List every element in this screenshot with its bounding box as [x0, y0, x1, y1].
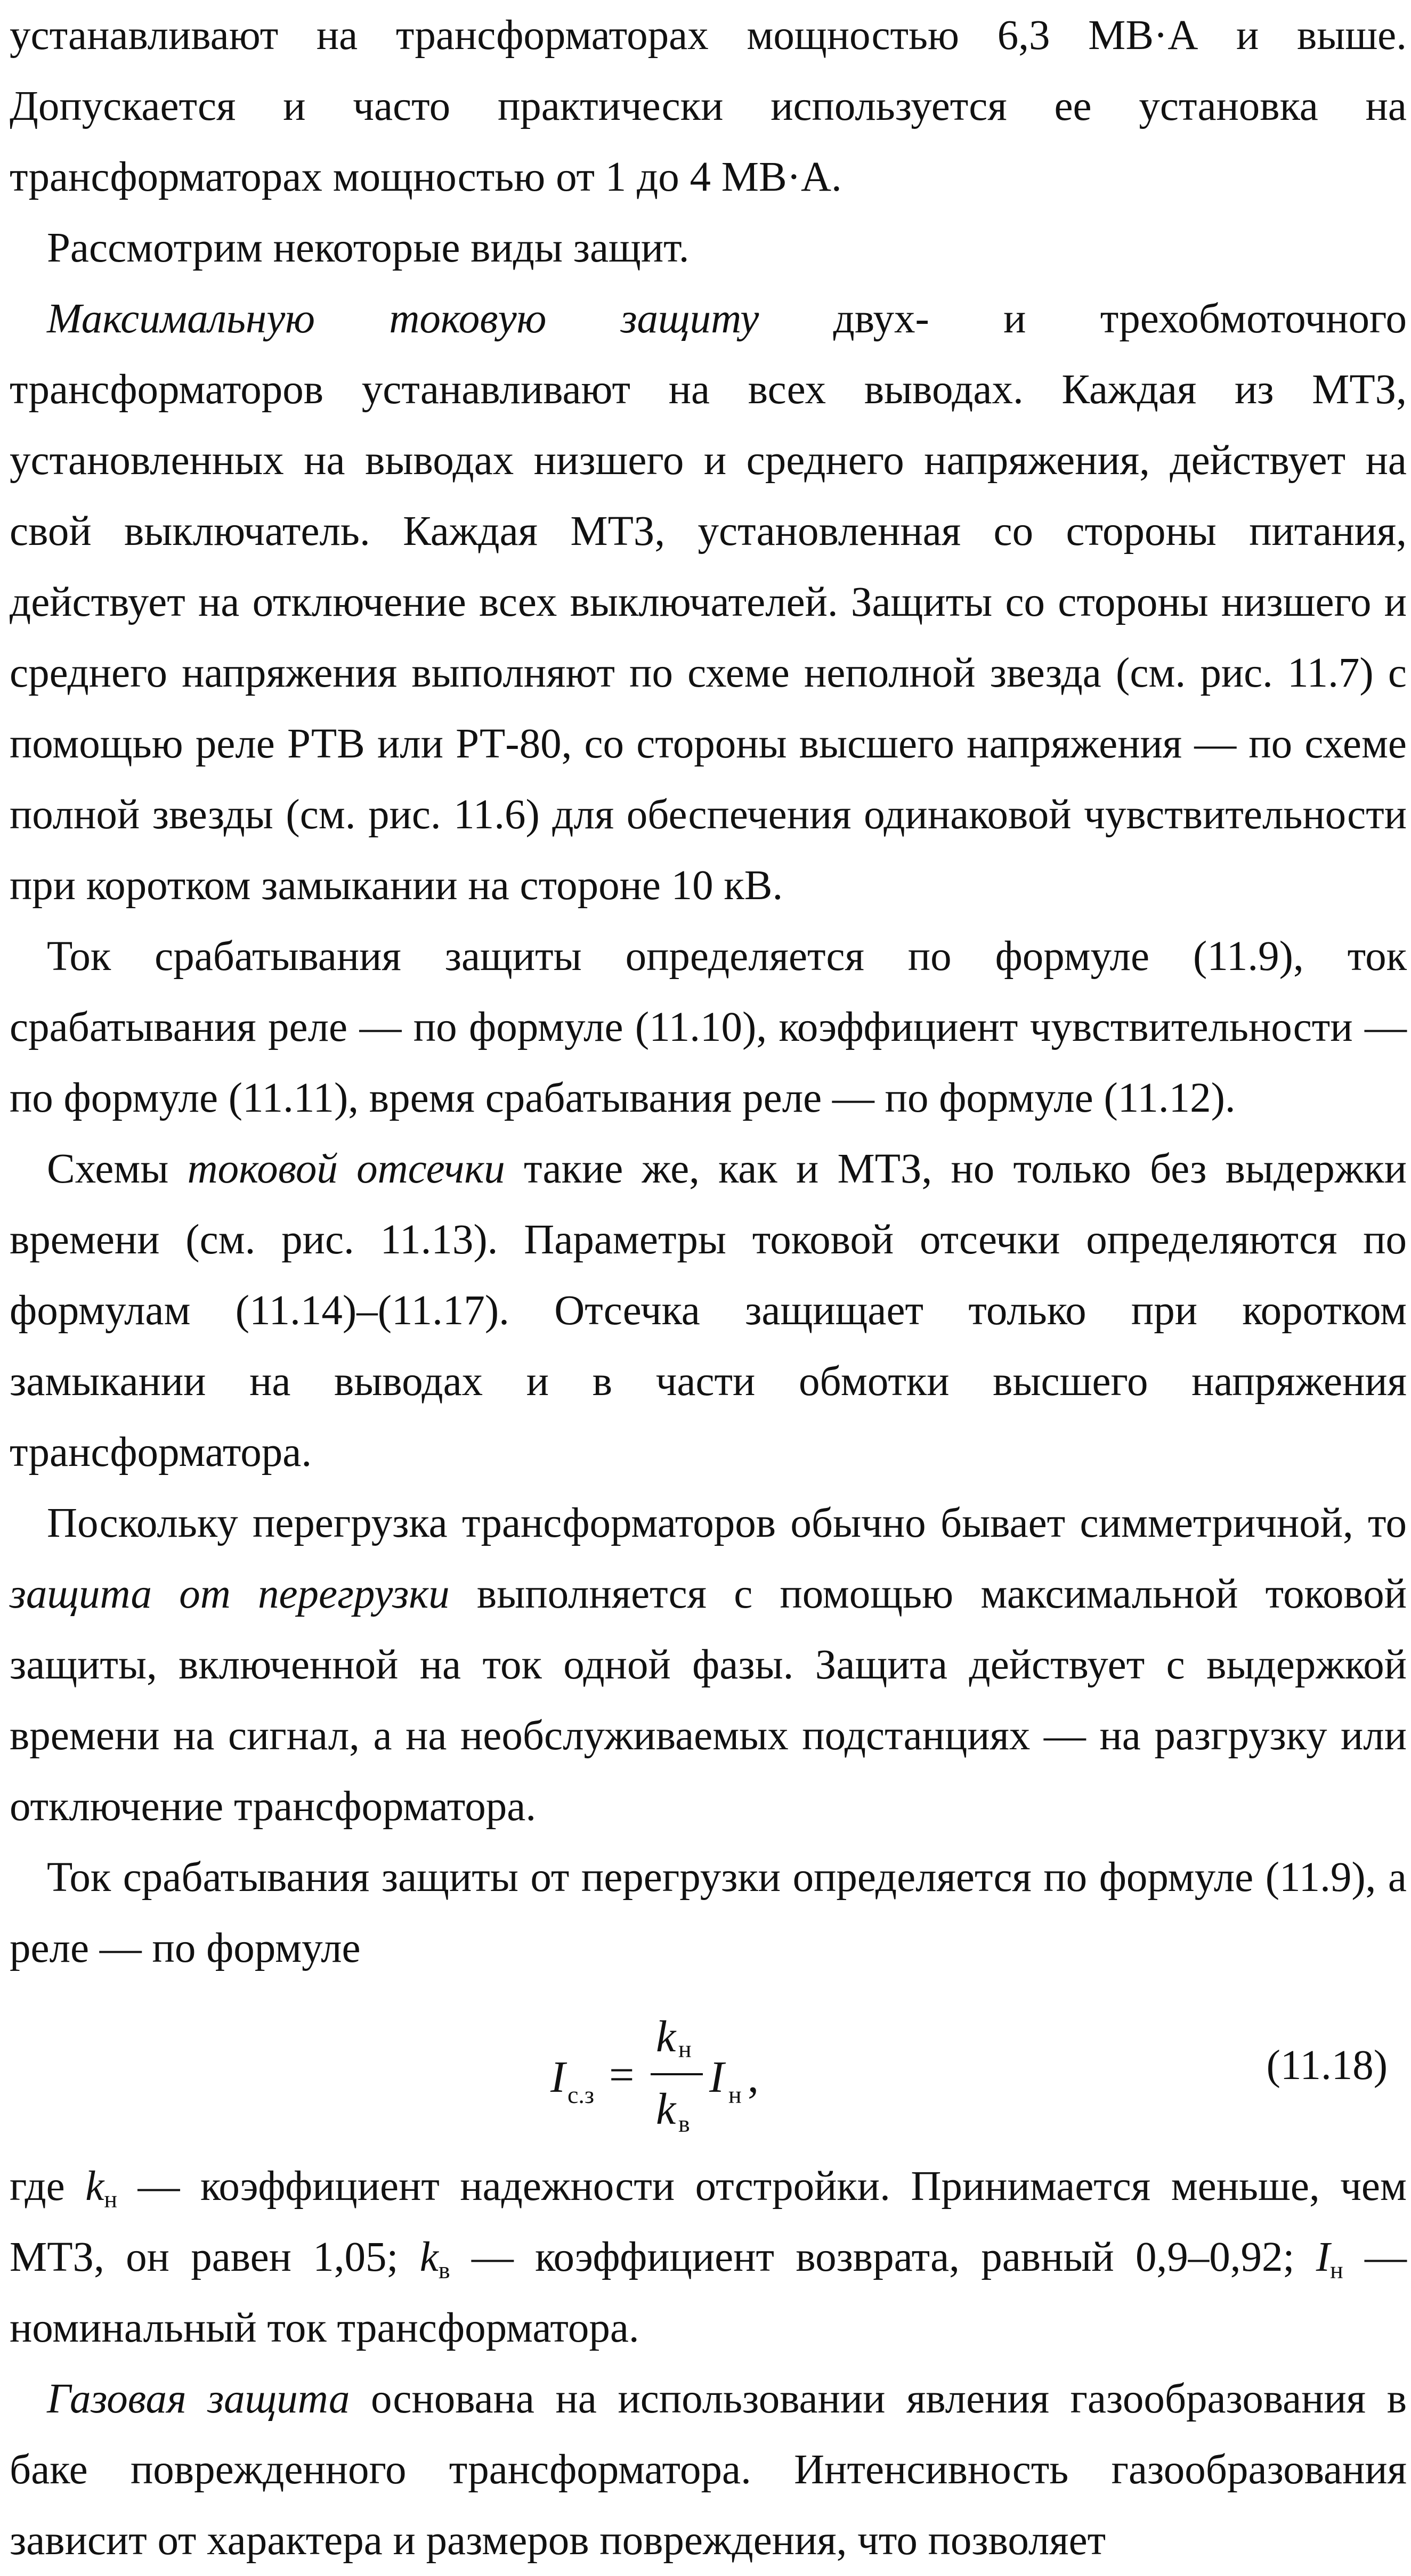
formula-body — [550, 2003, 817, 2136]
var-i-n-subscript: н — [1330, 2256, 1343, 2284]
paragraph-4-text: Ток срабатывания защиты определяется по формуле (11.9), ток срабатывания реле — по формуле (11.10), коэффициент чувствительности — по формуле (11.11), время срабатывания реле — по формуле (11.12). — [10, 933, 1407, 1121]
paragraph-overload-protection — [10, 1488, 1407, 1842]
paragraph-6-pre: Поскольку перегрузка трансформаторов обычно бывает симметричной, то — [47, 1500, 1407, 1546]
paragraph-7 — [10, 1842, 1407, 1984]
paragraph-5-pre: Схемы — [47, 1146, 188, 1192]
paragraph-5-text: такие же, как и МТЗ, но только без выдержки времени (см. рис. 11.13). Параметры токовой отсечки определяются по формулам (11.14)–(11.17). Отсечка защищает только при коротком замыкании на выводах и в части обмотки высшего напряжения трансформатора. — [10, 1146, 1407, 1476]
paragraph-8-c: — коэффициент возврата, равный 0,9–0,92; — [450, 2234, 1316, 2280]
paragraph-current-cutoff — [10, 1134, 1407, 1488]
var-k-n: k — [85, 2163, 104, 2210]
term-overload-protection: защита от перегрузки — [10, 1571, 450, 1617]
formula-denominator-subscript: в — [678, 2110, 690, 2137]
formula-trailing-comma: , — [748, 2052, 759, 2102]
document-page — [10, 0, 1407, 2564]
paragraph-variable-definitions — [10, 2151, 1407, 2363]
paragraph-7-text: Ток срабатывания защиты от перегрузки определяется по формуле (11.9), а реле — по формуле — [10, 1854, 1407, 1971]
paragraph-2 — [10, 213, 1407, 283]
term-gas-protection: Газовая защита — [47, 2376, 350, 2422]
paragraph-1-text: устанавливают на трансформаторах мощностью 6,3 МВ·А и выше. Допускается и часто практически используется ее установка на трансформаторах мощностью от 1 до 4 МВ·А. — [10, 12, 1407, 200]
var-k-v: k — [419, 2234, 439, 2280]
term-current-cutoff: токовой отсечки — [187, 1146, 505, 1192]
formula-lhs-symbol: I — [550, 2052, 565, 2102]
var-k-n-subscript: н — [104, 2186, 117, 2213]
var-i-n: I — [1316, 2234, 1331, 2280]
var-k-v-subscript: в — [438, 2256, 450, 2284]
formula-lhs-subscript: с.з — [567, 2081, 595, 2108]
paragraph-8-a: где — [10, 2163, 86, 2210]
paragraph-2-text: Рассмотрим некоторые виды защит. — [47, 225, 690, 271]
paragraph-1 — [10, 0, 1407, 213]
formula-11-18 — [10, 1993, 1407, 2148]
paragraph-overcurrent-protection — [10, 283, 1407, 921]
paragraph-4 — [10, 921, 1407, 1134]
formula-number: (11.18) — [1266, 2042, 1388, 2089]
paragraph-6-text: выполняется с помощью максимальной токовой защиты, включенной на ток одной фазы. Защита действует с выдержкой времени на сигнал, а на необслуживаемых подстанциях — на разгрузку или отключение трансформатора. — [10, 1571, 1407, 1830]
formula-numerator-symbol: k — [656, 2012, 676, 2061]
paragraph-8-d: — номинальный ток трансформатора. — [10, 2234, 1407, 2351]
formula-fraction-bar — [651, 2073, 703, 2075]
formula-denominator-symbol: k — [656, 2084, 676, 2134]
paragraph-8-b: — коэффициент надежности отстройки. Принимается меньше, чем МТЗ, он равен 1,05; — [10, 2163, 1407, 2280]
paragraph-3-text: двух- и трехобмоточного трансформаторов устанавливают на всех выводах. Каждая из МТЗ, установленных на выводах низшего и среднего напряжения, действует на свой выключатель. Каждая МТЗ, установленная со стороны питания, действует на отключение всех выключателей. Защиты со стороны низшего и среднего напряжения выполняют по схеме неполной звезда (см. рис. 11.7) с помощью реле РТВ или РТ-80, со стороны высшего напряжения — по схеме полной звезды (см. рис. 11.6) для обеспечения одинаковой чувствительности при коротком замыкании на стороне 10 кВ. — [10, 296, 1407, 909]
formula-rhs-subscript: н — [728, 2081, 742, 2108]
formula-rhs-symbol: I — [709, 2052, 724, 2102]
paragraph-9-text: основана на использовании явления газообразования в баке поврежденного трансформатора. Интенсивность газообразования зависит от характера и размеров повреждения, что позволяет — [10, 2376, 1407, 2564]
formula-equals: = — [609, 2050, 635, 2100]
paragraph-gas-protection — [10, 2363, 1407, 2576]
formula-numerator-subscript: н — [678, 2035, 692, 2063]
term-overcurrent-protection: Максимальную токовую защиту — [47, 296, 759, 342]
